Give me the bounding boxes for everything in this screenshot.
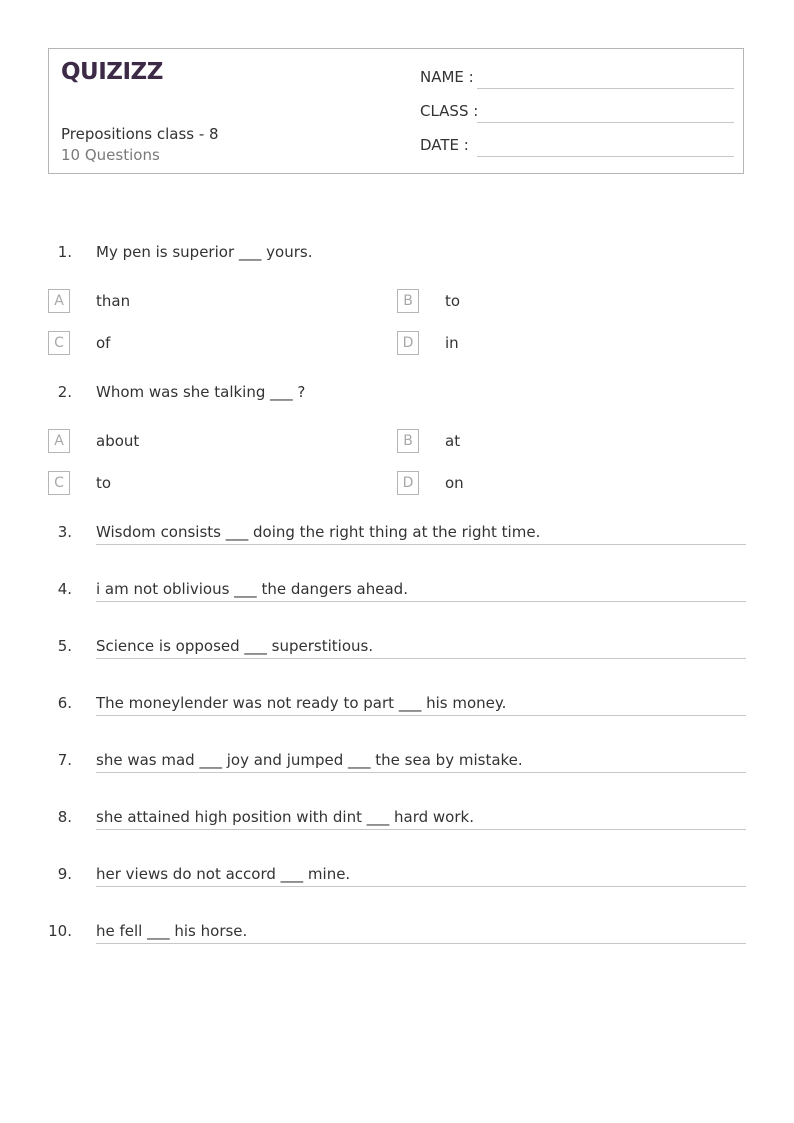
question-text: My pen is superior ___ yours.: [96, 243, 313, 261]
question-text: i am not oblivious ___ the dangers ahead.: [96, 580, 408, 598]
question-number: 1.: [57, 243, 72, 261]
quizizz-logo: QUIZIZZ: [61, 59, 163, 85]
question-number: 5.: [57, 637, 72, 655]
option-c-text: of: [96, 334, 111, 352]
option-d-text: in: [445, 334, 459, 352]
question-text: Whom was she talking ___ ?: [96, 383, 306, 401]
option-c-box[interactable]: C: [48, 331, 70, 355]
worksheet-header: [48, 48, 744, 174]
question-number: 7.: [57, 751, 72, 769]
option-b-box[interactable]: B: [397, 429, 419, 453]
question-number: 3.: [57, 523, 72, 541]
answer-line[interactable]: [96, 601, 746, 602]
option-d-text: on: [445, 474, 464, 492]
option-d-box[interactable]: D: [397, 331, 419, 355]
option-c-box[interactable]: C: [48, 471, 70, 495]
option-c-text: to: [96, 474, 112, 492]
name-field[interactable]: [420, 68, 734, 90]
name-line[interactable]: [477, 88, 734, 89]
question-text: her views do not accord ___ mine.: [96, 865, 351, 883]
option-a-text: than: [96, 292, 131, 310]
answer-line[interactable]: [96, 715, 746, 716]
option-b-text: at: [445, 432, 461, 450]
name-label: NAME :: [420, 68, 474, 86]
option-b-box[interactable]: B: [397, 289, 419, 313]
option-a-box[interactable]: A: [48, 429, 70, 453]
question-number: 4.: [57, 580, 72, 598]
question-number: 6.: [57, 694, 72, 712]
question-count: 10 Questions: [61, 146, 160, 164]
worksheet-title: Prepositions class - 8: [61, 125, 219, 143]
question-text: Science is opposed ___ superstitious.: [96, 637, 374, 655]
class-field[interactable]: [420, 102, 734, 124]
question-text: she was mad ___ joy and jumped ___ the sea by mistake.: [96, 751, 523, 769]
question-text: he fell ___ his horse.: [96, 922, 248, 940]
answer-line[interactable]: [96, 772, 746, 773]
answer-line[interactable]: [96, 658, 746, 659]
question-number: 2.: [57, 383, 72, 401]
class-line[interactable]: [477, 122, 734, 123]
option-a-text: about: [96, 432, 140, 450]
answer-line[interactable]: [96, 829, 746, 830]
option-a-box[interactable]: A: [48, 289, 70, 313]
option-d-box[interactable]: D: [397, 471, 419, 495]
question-text: The moneylender was not ready to part ___ his money.: [96, 694, 507, 712]
answer-line[interactable]: [96, 943, 746, 944]
date-label: DATE :: [420, 136, 469, 154]
question-number: 10.: [48, 922, 72, 940]
question-number: 8.: [57, 808, 72, 826]
question-text: she attained high position with dint ___ hard work.: [96, 808, 474, 826]
answer-line[interactable]: [96, 886, 746, 887]
class-label: CLASS :: [420, 102, 479, 120]
date-line[interactable]: [477, 156, 734, 157]
date-field[interactable]: [420, 136, 734, 158]
answer-line[interactable]: [96, 544, 746, 545]
option-b-text: to: [445, 292, 461, 310]
question-number: 9.: [57, 865, 72, 883]
question-text: Wisdom consists ___ doing the right thing at the right time.: [96, 523, 541, 541]
